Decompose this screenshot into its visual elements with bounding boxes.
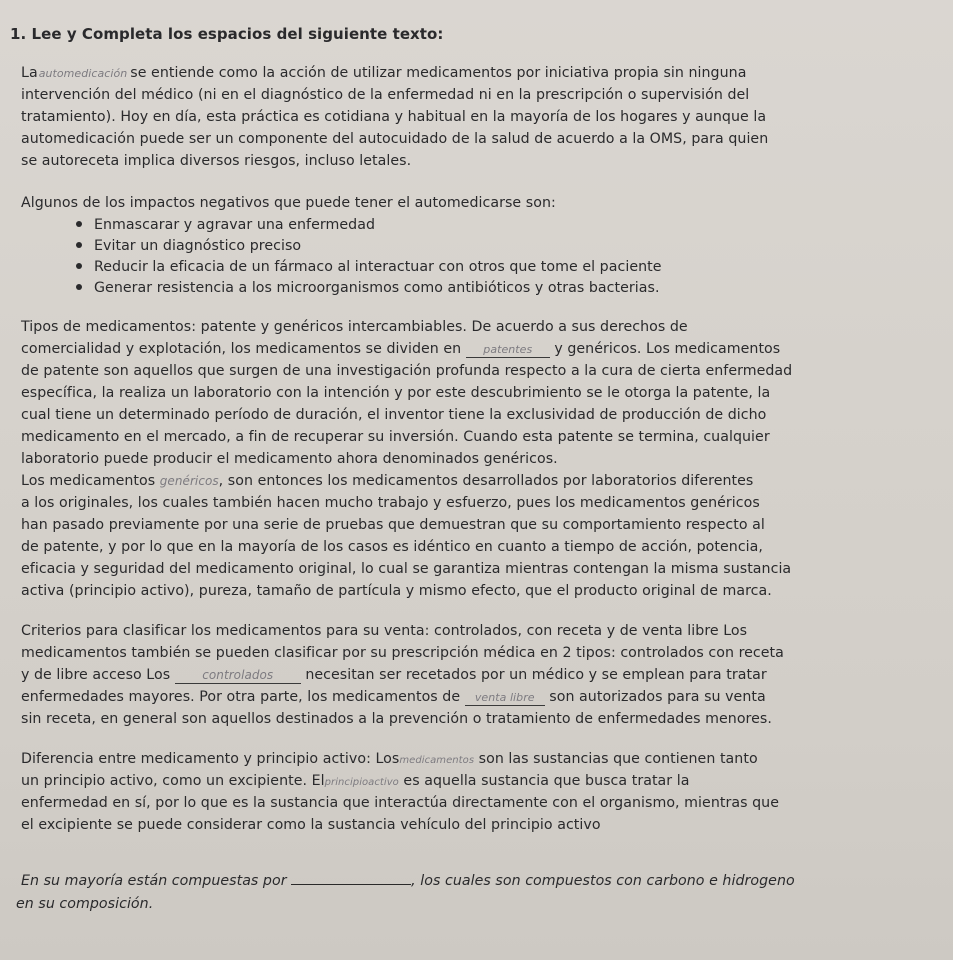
p6-line-2: en su composición. <box>16 896 154 912</box>
p3-line-1: Tipos de medicamentos: patente y genéricos intercambiables. De acuerdo a sus derechos de <box>21 319 688 335</box>
handwritten-answer-medicamentos: medicamentos <box>399 755 475 766</box>
bullet-icon <box>76 221 82 227</box>
handwritten-answer-principio-activo: principioactivo <box>324 777 399 788</box>
answer-blank-empty[interactable] <box>291 872 411 885</box>
p1-line-1: Laautomedicación se entiende como la acción de utilizar medicamentos por iniciativa propia sin ninguna <box>21 65 747 81</box>
p3-line-11: de patente, y por lo que en la mayoría de los casos es idéntico en cuanto a tiempo de acción, potencia, <box>21 539 763 555</box>
bullet-icon <box>76 263 82 269</box>
p5-line-2: un principio activo, como un excipiente. Elprincipioactivo es aquella sustancia que busca tratar la <box>21 773 690 789</box>
bullet-item: Enmascarar y agravar una enfermedad <box>76 216 375 234</box>
p3-line-12: eficacia y seguridad del medicamento original, lo cual se garantiza mientras contengan la misma sustancia <box>21 561 792 577</box>
handwritten-answer-automedicacion: automedicación <box>38 67 128 80</box>
bullet-icon <box>76 242 82 248</box>
p3-line-6: medicamento en el mercado, a fin de recuperar su inversión. Cuando esta patente se termina, cualquier <box>21 429 770 445</box>
p1-line-3: tratamiento). Hoy en día, esta práctica es cotidiana y habitual en la mayoría de los hogares y aunque la <box>21 109 767 125</box>
p1-line-2: intervención del médico (ni en el diagnóstico de la enfermedad ni en la prescripción o supervisión del <box>21 87 750 103</box>
answer-blank-venta-libre: venta libre <box>465 690 545 706</box>
exercise-title: 1. Lee y Completa los espacios del siguiente texto: <box>10 25 444 43</box>
handwritten-answer-genericos: genéricos <box>159 474 219 488</box>
p3-line-9: a los originales, los cuales también hacen mucho trabajo y esfuerzo, pues los medicamentos genéricos <box>21 495 760 511</box>
bullet-item: Generar resistencia a los microorganismos como antibióticos y otras bacterias. <box>76 279 660 297</box>
p3-line-7: laboratorio puede producir el medicamento ahora denominados genéricos. <box>21 451 558 467</box>
p5-line-4: el excipiente se puede considerar como la sustancia vehículo del principio activo <box>21 817 601 833</box>
p3-line-13: activa (principio activo), pureza, tamaño de partícula y mismo efecto, que el producto original de marca. <box>21 583 772 599</box>
p6-line-1: En su mayoría están compuestas por , los cuales son compuestos con carbono e hidrogeno <box>21 873 795 889</box>
answer-blank-controlados: controlados <box>175 668 301 684</box>
p3-line-10: han pasado previamente por una serie de pruebas que demuestran que su comportamiento respecto al <box>21 517 765 533</box>
p4-line-2: medicamentos también se pueden clasificar por su prescripción médica en 2 tipos: controlados con receta <box>21 645 784 661</box>
p5-line-3: enfermedad en sí, por lo que es la sustancia que interactúa directamente con el organismo, mientras que <box>21 795 779 811</box>
p3-line-8: Los medicamentos genéricos, son entonces los medicamentos desarrollados por laboratorios diferentes <box>21 473 754 489</box>
p1-line-4: automedicación puede ser un componente del autocuidado de la salud de acuerdo a la OMS, para quien <box>21 131 769 147</box>
p1-line-5: se autoreceta implica diversos riesgos, incluso letales. <box>21 153 412 169</box>
answer-blank-patentes: patentes <box>466 342 550 358</box>
bullet-item: Reducir la eficacia de un fármaco al interactuar con otros que tome el paciente <box>76 258 662 276</box>
bullet-icon <box>76 284 82 290</box>
p5-line-1: Diferencia entre medicamento y principio activo: Losmedicamentos son las sustancias que contienen tanto <box>21 751 758 767</box>
bullet-item: Evitar un diagnóstico preciso <box>76 237 301 255</box>
p4-line-3: y de libre acceso Los controlados necesitan ser recetados por un médico y se emplean para tratar <box>21 667 767 683</box>
p4-line-1: Criterios para clasificar los medicamentos para su venta: controlados, con receta y de venta libre Los <box>21 623 748 639</box>
p3-line-3: de patente son aquellos que surgen de una investigación profunda respecto a la cura de cierta enfermedad <box>21 363 793 379</box>
p4-line-5: sin receta, en general son aquellos destinados a la prevención o tratamiento de enfermedades menores. <box>21 711 772 727</box>
p3-line-4: específica, la realiza un laboratorio con la intención y por este descubrimiento se le otorga la patente, la <box>21 385 771 401</box>
p4-line-4: enfermedades mayores. Por otra parte, los medicamentos de venta libre son autorizados para su venta <box>21 689 766 705</box>
p3-line-2: comercialidad y explotación, los medicamentos se dividen en patentes y genéricos. Los medicamentos <box>21 341 781 357</box>
p3-line-5: cual tiene un determinado período de duración, el inventor tiene la exclusividad de producción de dicho <box>21 407 767 423</box>
p2-intro: Algunos de los impactos negativos que puede tener el automedicarse son: <box>21 195 556 211</box>
